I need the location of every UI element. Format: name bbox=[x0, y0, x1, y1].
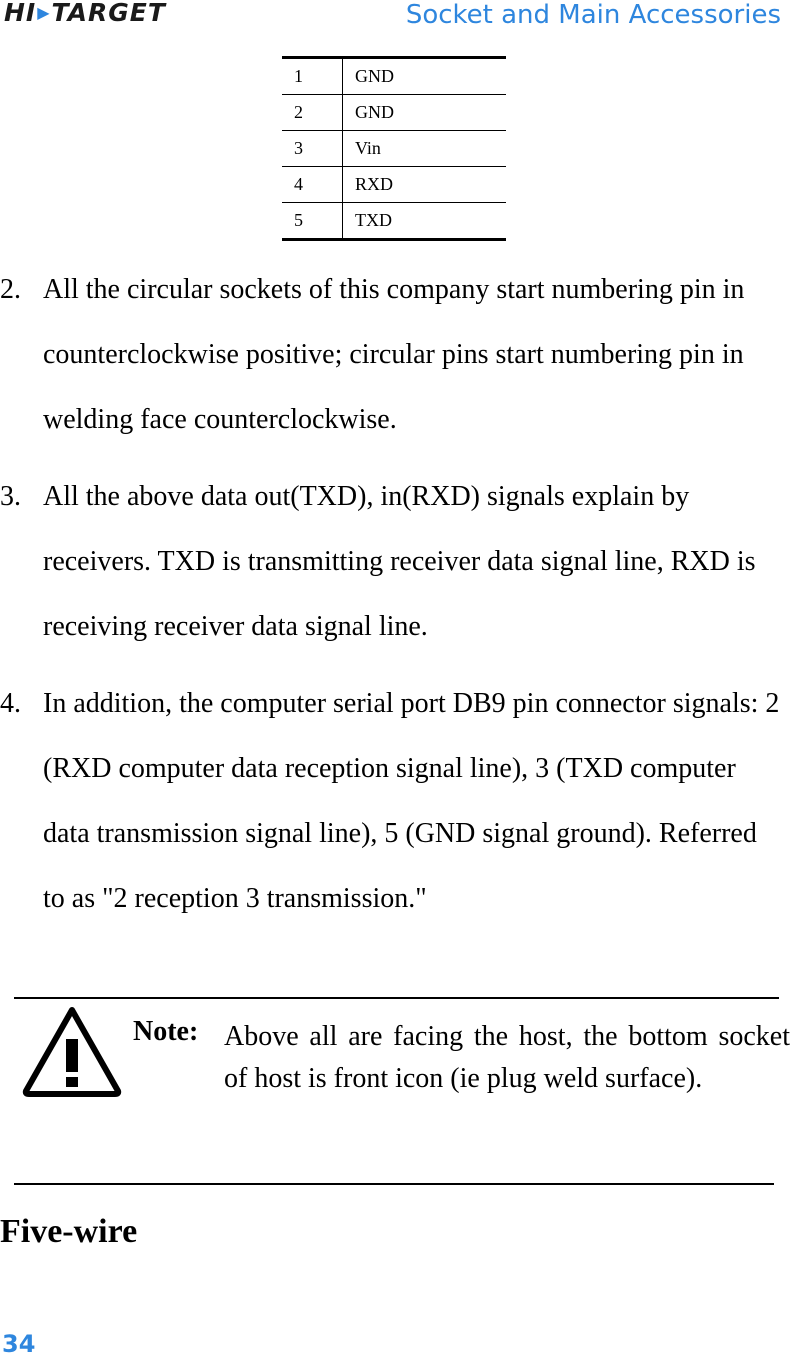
section-heading: Five-wire bbox=[0, 1213, 138, 1250]
note-text: Above all are facing the host, the bottom socket of host is front icon (ie plug weld surface). bbox=[224, 1021, 790, 1094]
pin-number: 3 bbox=[282, 131, 343, 167]
table-row bbox=[282, 131, 506, 167]
page-header-title: Socket and Main Accessories bbox=[405, 0, 781, 30]
list-item-text: All the above data out(TXD), in(RXD) signals explain by receivers. TXD is transmitting receiver data signal line, RXD is receiving receiver data signal line. bbox=[43, 481, 756, 642]
pin-number: 5 bbox=[282, 203, 343, 240]
list-item bbox=[0, 257, 785, 452]
pin-number: 2 bbox=[282, 95, 343, 131]
list-item-number: 4. bbox=[0, 688, 21, 719]
pin-signal: RXD bbox=[343, 167, 507, 203]
numbered-list bbox=[0, 257, 785, 943]
pin-number: 1 bbox=[282, 58, 343, 95]
pin-number: 4 bbox=[282, 167, 343, 203]
logo-text-right: TARGET bbox=[51, 0, 166, 27]
warning-triangle-icon bbox=[22, 1005, 122, 1097]
pin-signal: GND bbox=[355, 66, 394, 86]
logo-arrow-icon: ▶ bbox=[37, 3, 51, 22]
list-item-text: All the circular sockets of this company start numbering pin in counterclockwise positive; circular pins start numbering pin in welding face counterclockwise. bbox=[43, 274, 745, 435]
logo-text-left: HI bbox=[4, 0, 37, 27]
company-logo bbox=[4, 0, 166, 27]
list-item bbox=[0, 464, 785, 659]
list-item-number: 2. bbox=[0, 274, 21, 305]
note-bottom-divider bbox=[14, 1183, 774, 1185]
table-row bbox=[282, 58, 506, 95]
pin-signal: TXD bbox=[343, 203, 507, 240]
note-top-divider bbox=[14, 997, 779, 999]
table-row bbox=[282, 167, 506, 203]
table-row bbox=[282, 203, 506, 240]
list-item bbox=[0, 671, 785, 931]
pin-signal: GND bbox=[343, 95, 507, 131]
note-label: Note: bbox=[133, 1016, 199, 1047]
list-item-number: 3. bbox=[0, 481, 21, 512]
table-row bbox=[282, 95, 506, 131]
page-number: 34 bbox=[2, 1330, 36, 1358]
pin-table bbox=[282, 56, 506, 241]
pin-signal: Vin bbox=[343, 131, 507, 167]
list-item-text: In addition, the computer serial port DB9 pin connector signals: 2 (RXD computer data reception signal line), 3 (TXD computer data transmission signal line), 5 (GND signal ground). Referred to as "2 reception 3 transmission." bbox=[43, 688, 780, 914]
